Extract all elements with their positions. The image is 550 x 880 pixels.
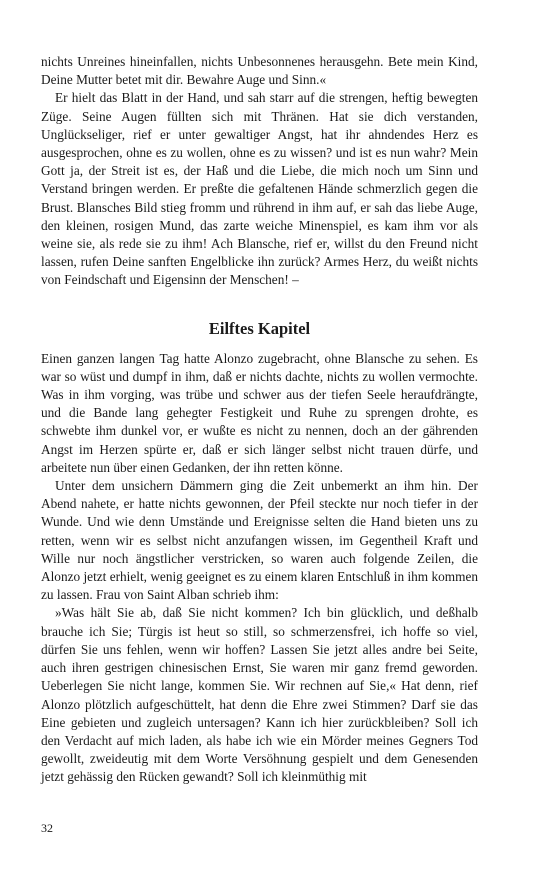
paragraph-evening: Unter dem unsichern Dämmern ging die Zeit unbemerkt an ihm hin. Der Abend nahete, er hatte nichts gewonnen, der Pfeil steckte nur noch tiefer in der Wunde. Und wie denn Umstände und Ereignisse selten die Hand bieten uns zu retten, wenn wir es selbst nicht anzufangen wissen, im Gegentheil Kraft und Wille nur noch ängstlicher verstricken, so waren auch folgende Zeilen, die Alonzo jetzt erhielt, wenig geeignet es zu einem klaren Entschluß in ihm kommen zu lassen. Frau von Saint Alban schrieb ihm: [41, 478, 478, 603]
paragraph-alonzo-letter: Er hielt das Blatt in der Hand, und sah starr auf die strengen, heftig bewegten Züge. Seine Augen füllten sich mit Thränen. Hat sie dich verstanden, Unglückseliger, rief er unter gewaltiger Angst, hat ihr ahndendes Herz es ausgesprochen, ohne es zu wollen, ohne es zu wissen? und ist es nun wahr? Mein Gott ja, der Streit ist es, der Haß und die Liebe, die mich noch um Sinn und Verstand bringen werden. Er preßte die gefaltenen Hände schmerzlich gegen die Brust. Blansches Bild stieg fromm und rührend in ihm auf, er sah das liebe Auge, den kleinen, rosigen Mund, das zarte weiche Minenspiel, es kam ihm vor als weine sie, als rede sie zu ihm! Ach Blansche, rief er, willst du den Freund nicht lassen, rufen Deine sanften Engelblicke ihn zurück? Armes Herz, du weißt nichts von Feindschaft und Eigensinn der Menschen! – [41, 90, 478, 288]
chapter-title: Eilftes Kapitel [208, 318, 311, 338]
page-number: 32 [41, 821, 53, 835]
paragraph-continuation: nichts Unreines hineinfallen, nichts Unbesonnenes herausgehn. Bete mein Kind, Deine Mutter betet mit dir. Bewahre Auge und Sinn.« [41, 54, 478, 88]
paragraph-letter-saint-alban: »Was hält Sie ab, daß Sie nicht kommen? Ich bin glücklich, und deßhalb brauche ich Sie; Türgis ist heut so still, so schmerzensfrei, ich hoffe so viel, dürfen Sie uns fehlen, wenn wir hoffen? Lassen Sie jetzt alles andre bei Seite, auch ihren gestrigen chinesischen Ernst, Sie waren mir ganz fremd geworden. Ueberlegen Sie nicht lange, kommen Sie. Wir rechnen auf Sie,« Hat denn, rief Alonzo plötzlich aufgeschüttelt, hat denn die Ehre zwei Stimmen? Darf sie das Eine gebieten und zugleich untersagen? Kann ich hier zurückbleiben? Soll ich den Verdacht auf mich laden, als habe ich wie ein Mörder meines Gegners Tod gewollt, zweideutig mit dem Worte Versöhnung gespielt und dem Genesenden jetzt gehässig den Rücken gewandt? Soll ich kleinmüthig mit [41, 605, 478, 785]
paragraph-chapter-opening: Einen ganzen langen Tag hatte Alonzo zugebracht, ohne Blansche zu sehen. Es war so wüst und dumpf in ihm, daß er nichts dachte, nichts zu wollen vermochte. Was in ihm vorging, was trübe und schwer aus der tiefen Seele heraufdrängte, und die Bande lang gehegter Festigkeit und Ruhe zu sprengen drohte, es schwebte ihm dunkel vor, er wußte es nicht zu nennen, doch an der gährenden Angst im Herzen spürte er, daß er sich länger selbst nicht trauen dürfe, und arbeitete nun über einen Gedanken, der ihn retten könne. [41, 350, 478, 475]
book-page [41, 53, 478, 787]
